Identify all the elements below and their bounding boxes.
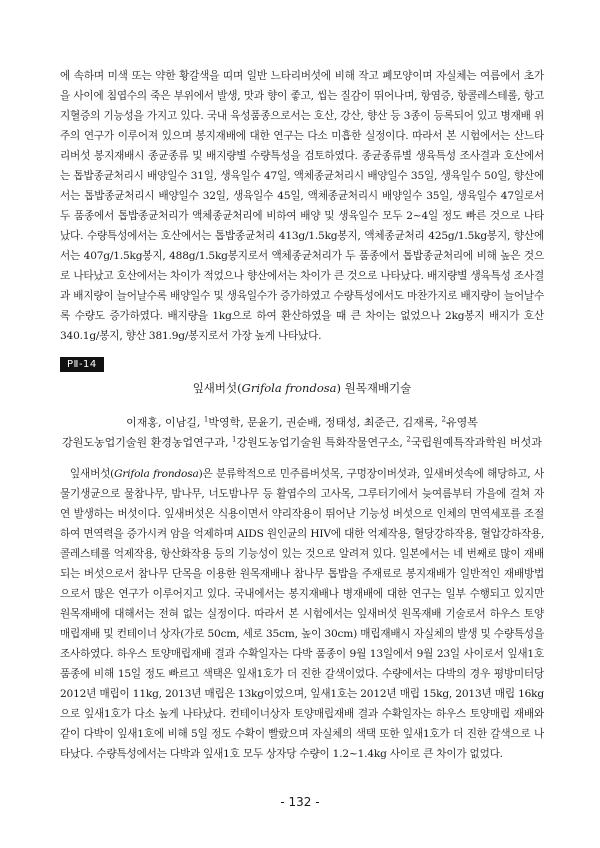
abstract-start: 잎새버섯( xyxy=(70,468,115,480)
authors-part3: 유영복 xyxy=(446,416,478,429)
authors-part1: 이재홍, 이남길, xyxy=(126,416,204,429)
abstract-paragraph xyxy=(60,464,544,764)
affiliation-sup1: 1 xyxy=(232,435,237,444)
affiliation-part1: 강원도농업기술원 환경농업연구과, xyxy=(62,436,233,449)
affiliation-part2: 강원도농업기술원 특화작물연구소, xyxy=(236,436,407,449)
page-number: - 132 - xyxy=(280,795,320,809)
intro-paragraph: 에 속하며 미색 또는 약한 황갈색을 띠며 일반 느타리버섯에 비해 작고 폐모양이며 자실체는 여름에서 초가을 사이에 침엽수의 죽은 부위에서 발생, 맛과 향이 좋고, 씹는 질감이 뛰어나며, 항염증, 항콜레스테롤, 항고지혈증의 기능성을 가지고 있다. 국내 육성품종으로서는 호산, 강산, 향산 등 3종이 등록되어 있고 병재배 위주의 연구가 이루어져 있으며 봉지재배에 대한 연구는 다소 미흡한 실정이다. 따라서 본 시험에서는 산느타리버섯 봉지재배시 종균종류 및 배지량별 수량특성을 검토하였다. 종균종류별 생육특성 조사결과 호산에서는 톱밥종균처리시 배양일수 31일, 생육일수 47일, 액체종균처리시 배양일수 35일, 생육일수 50일, 향산에서는 톱밥종균처리시 배양일수 32일, 생육일수 45일, 액체종균처리시 배양일수 35일, 생육일수 47일로서 두 품종에서 톱밥종균처리가 액체종균처리에 비하여 배양 및 생육일수 모두 2~4일 정도 빠른 것으로 나타났다. 수량특성에서는 호산에서는 톱밥종균처리 413g/1.5kg봉지, 액체종균처리 425g/1.5kg봉지, 향산에서는 407g/1.5kg봉지, 488g/1.5kg봉지로서 액체종균처리가 두 품종에서 톱밥종균처리에 비해 높은 것으로 나타났고 호산에서는 차이가 적었으나 향산에서는 차이가 큰 것으로 나타났다. 배지량별 생육특성 조사결과 배지량이 늘어날수록 배양일수 및 생육일수가 증가하였고 수량특성에서도 마찬가지로 배지량이 늘어날수록 수량도 증가하였다. 배지량을 1kg으로 하여 환산하였을 때 큰 차이는 없었으나 2kg봉지 배지가 호산 340.1g/봉지, 향산 381.9g/봉지로서 가장 높게 나타났다. xyxy=(60,70,544,342)
paper-title xyxy=(60,380,544,396)
affiliation-part3: 국립원예특작과학원 버섯과 xyxy=(410,436,542,449)
authors-part2: 박영학, 문윤기, 권순배, 정태성, 최준근, 김재록, xyxy=(208,416,442,429)
section-code-badge: PⅡ-14 xyxy=(60,357,104,372)
title-suffix: ) 원목재배기술 xyxy=(336,381,412,395)
authors-sup2: 2 xyxy=(441,415,447,424)
abstract-rest: )은 분류학적으로 민주름버섯목, 구멍장이버섯과, 잎새버섯속에 해당하고, 사물기생균으로 물참나무, 밤나무, 너도밤나무 등 활엽수의 고사목, 그루터기에서 늦여름부터 가을에 걸쳐 자연 발생하는 버섯이다. 잎새버섯은 식용이면서 약리작용이 뛰어난 기능성 버섯으로 인체의 면역세포를 조절하여 면역력을 증가시켜 암을 억제하며 AIDS 원인균의 HIV에 대한 억제작용, 혈당강하작용, 혈압강하작용, 콜레스테롤 억제작용, 항산화작용 등의 기능성이 있는 것으로 알려져 있다. 일본에서는 네 번째로 많이 재배되는 버섯으로서 참나무 단목을 이용한 원목재배나 참나무 톱밥을 주재료로 봉지재배가 일반적인 재배방법으로서 많은 연구가 이루어지고 있다. 국내에서는 봉지재배나 병재배에 대한 연구는 일부 수행되고 있지만 원목재배에 대해서는 전혀 없는 실정이다. 따라서 본 시험에서는 잎새버섯 원목재배 기술로서 하우스 토양 매립재배 및 컨테이너 상자(가로 50cm, 세로 35cm, 높이 30cm) 매립재배시 자실체의 발생 및 수량특성을 조사하였다. 하우스 토양매립재배 결과 수확일자는 다박 품종이 9월 13일에서 9월 23일 사이로서 잎새1호 품종에 비해 15일 정도 빠르고 색택은 잎새1호가 더 진한 갈색이었다. 수량에서는 다박의 경우 평방미터당 2012년 매립이 11kg, 2013년 매립은 13kg이었으며, 잎새1호는 2012년 매립 15kg, 2013년 매립 16kg으로 잎새1호가 다소 높게 나타났다. 컨테이너상자 토양매립재배 결과 수확일자는 하우스 토양매립 재배와 같이 다박이 잎새1호에 비해 5일 정도 수확이 빨랐으며 자실체의 색택 또한 잎새1호가 더 진한 갈색으로 나타났다. 수량특성에서는 다박과 잎새1호 모두 상자당 수량이 1.2~1.4kg 사이로 큰 차이가 없었다. xyxy=(60,468,545,760)
title-prefix: 잎새버섯( xyxy=(192,381,242,395)
affiliation-list xyxy=(60,434,544,450)
affiliation-sup2: 2 xyxy=(406,435,411,444)
title-latin-name: Grifola frondosa xyxy=(241,381,337,395)
abstract-latin-name: Grifola frondosa xyxy=(114,468,199,480)
author-list xyxy=(60,414,544,430)
authors-sup1: 1 xyxy=(203,415,209,424)
